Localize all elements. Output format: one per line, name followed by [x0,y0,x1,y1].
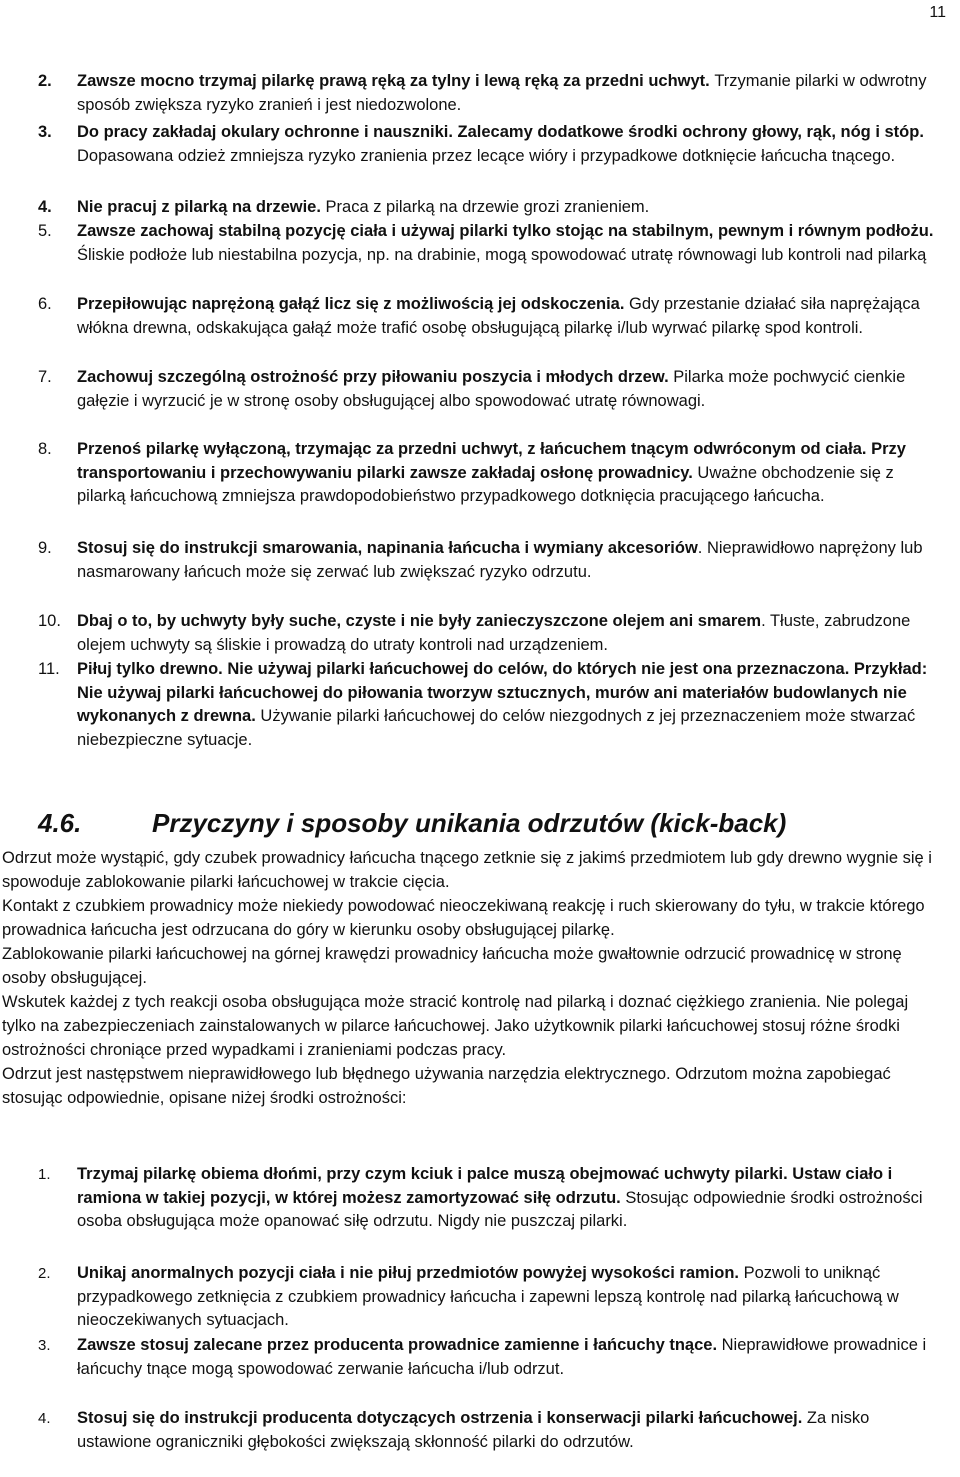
item-text: Piłuj tylko drewno. Nie używaj pilarki łańcuchowej do celów, do których nie jest ona przeznaczona. Przykład: Nie używaj pilarki łańcuchowej do piłowania tworzyw sztucznych, murów ani materiałów budowlanych nie wykonanych z drewna. Używanie pilarki łańcuchowej do celów niezgodnych z jej przeznaczeniem może stwarzać niebezpieczne sytuacje. [77,660,928,749]
list-item [0,220,944,267]
paragraph: Odrzut może wystąpić, gdy czubek prowadnicy łańcucha tnącego zetknie się z jakimś przedmiotem lub gdy drewno wygnie się i spowoduje zablokowanie pilarki łańcuchowej w trakcie cięcia. [2,849,932,891]
paragraph: Kontakt z czubkiem prowadnicy może niekiedy powodować nieoczekiwaną reakcję i ruch skierowany do tyłu, w trakcie którego prowadnica łańcucha jest odrzucana do góry w kierunku osoby obsługującej pilarkę. [2,897,925,939]
section-number: 4.6. [38,808,82,838]
page-number: 11 [929,4,946,21]
item-number: 6. [38,295,52,313]
item-text: Nie pracuj z pilarką na drzewie. Praca z pilarką na drzewie grozi zranieniem. [77,198,650,216]
list-item [0,1334,944,1381]
item-number: 9. [38,539,52,557]
item-text: Zawsze zachowaj stabilną pozycję ciała i używaj pilarki tylko stojąc na stabilnym, pewnym i równym podłożu. Śliskie podłoże lub niestabilna pozycja, np. na drabinie, mogą spowodować utratę równowagi lub kontroli nad pilarką [77,222,934,264]
paragraph: Odrzut jest następstwem nieprawidłowego lub błędnego używania narzędzia elektrycznego. Odrzutom można zapobiegać stosując odpowiednie, opisane niżej środki ostrożności: [2,1065,891,1107]
section-body [2,846,946,1110]
item-number: 3. [38,1337,51,1354]
item-text: Zawsze stosuj zalecane przez producenta prowadnice zamienne i łańcuchy tnące. Nieprawidłowe prowadnice i łańcuchy tnące mogą spowodować zerwanie łańcucha i/lub odrzut. [77,1336,927,1378]
item-number: 7. [38,368,52,386]
list-item [0,196,944,220]
item-number: 5. [38,222,52,240]
section-heading [38,805,950,841]
list-item [0,438,944,509]
item-text: Unikaj anormalnych pozycji ciała i nie piłuj przedmiotów powyżej wysokości ramion. Pozwoli to uniknąć przypadkowego zetknięcia z czubkiem prowadnicy łańcucha i zapewni lepszą kontrolę nad pilarką łańcuchową w nieoczekiwanych sytuacjach. [77,1264,899,1329]
item-number: 4. [38,198,52,216]
paragraph: Wskutek każdej z tych reakcji osoba obsługująca może stracić kontrolę nad pilarką i doznać ciężkiego zranienia. Nie polegaj tylko na zabezpieczeniach zainstalowanych w pilarce łańcuchowej. Jako użytkownik pilarki łańcuchowej stosuj różne środki ostrożności chroniące przed wypadkami i zranieniami podczas pracy. [2,993,909,1059]
list-item [0,610,944,657]
item-text: Stosuj się do instrukcji smarowania, napinania łańcucha i wymiany akcesoriów. Nieprawidłowo naprężony lub nasmarowany łańcuch może się zerwać lub zwiększać ryzyko odrzutu. [77,539,923,581]
item-number: 10. [38,612,61,630]
item-number: 8. [38,440,52,458]
list-item [0,70,944,117]
section-title: Przyczyny i sposoby unikania odrzutów (kick-back) [152,808,787,838]
item-text: Przepiłowując naprężoną gałąź licz się z możliwością jej odskoczenia. Gdy przestanie działać siła naprężająca włókna drewna, odskakująca gałąź może trafić osobę obsługującą pilarkę i/lub wyrwać pilarkę spod kontroli. [77,295,920,337]
list-item [0,658,944,752]
item-text: Do pracy zakładaj okulary ochronne i nauszniki. Zalecamy dodatkowe środki ochrony głowy, rąk, nóg i stóp. Dopasowana odzież zmniejsza ryzyko zranienia przez lecące wióry i przypadkowe dotknięcie łańcucha tnącego. [77,123,924,165]
item-number: 4. [38,1410,51,1427]
list-item [0,1407,944,1454]
list-item [0,1163,944,1234]
list-item [0,366,944,413]
list-item [0,537,944,584]
list-item [0,1262,944,1333]
item-number: 2. [38,72,52,90]
list-item [0,293,944,340]
item-number: 1. [38,1166,51,1183]
item-number: 3. [38,123,52,141]
item-text: Przenoś pilarkę wyłączoną, trzymając za przedni uchwyt, z łańcuchem tnącym odwróconym od ciała. Przy transportowaniu i przechowywaniu pilarki zawsze zakładaj osłonę prowadnicy. Uważne obchodzenie się z pilarką łańcuchową zmniejsza prawdopodobieństwo przypadkowego dotknięcia pracującego łańcucha. [77,440,906,505]
item-number: 2. [38,1265,51,1282]
item-text: Dbaj o to, by uchwyty były suche, czyste i nie były zanieczyszczone olejem ani smarem. Tłuste, zabrudzone olejem uchwyty są śliskie i prowadzą do utraty kontroli nad urządzeniem. [77,612,911,654]
list-item [0,121,944,168]
item-text: Trzymaj pilarkę obiema dłońmi, przy czym kciuk i palce muszą obejmować uchwyty pilarki. Ustaw ciało i ramiona w takiej pozycji, w której możesz zamortyzować siłę odrzutu. Stosując odpowiednie środki ostrożności osoba obsługująca może opanować siłę odrzutu. Nigdy nie puszczaj pilarki. [77,1165,923,1230]
item-text: Zachowuj szczególną ostrożność przy piłowaniu poszycia i młodych drzew. Pilarka może pochwycić cienkie gałęzie i wyrzucić je w stronę osoby obsługującej albo spowodować utratę równowagi. [77,368,906,410]
paragraph: Zablokowanie pilarki łańcuchowej na górnej krawędzi prowadnicy łańcucha może gwałtownie odrzucić prowadnicę w stronę osoby obsługującej. [2,945,902,987]
item-text: Zawsze mocno trzymaj pilarkę prawą ręką za tylny i lewą ręką za przedni uchwyt. Trzymanie pilarki w odwrotny sposób zwiększa ryzyko zranień i jest niedozwolone. [77,72,927,114]
item-text: Stosuj się do instrukcji producenta dotyczących ostrzenia i konserwacji pilarki łańcuchowej. Za nisko ustawione ograniczniki głębokości zwiększają skłonność pilarki do odrzutów. [77,1409,870,1451]
item-number: 11. [38,660,60,678]
